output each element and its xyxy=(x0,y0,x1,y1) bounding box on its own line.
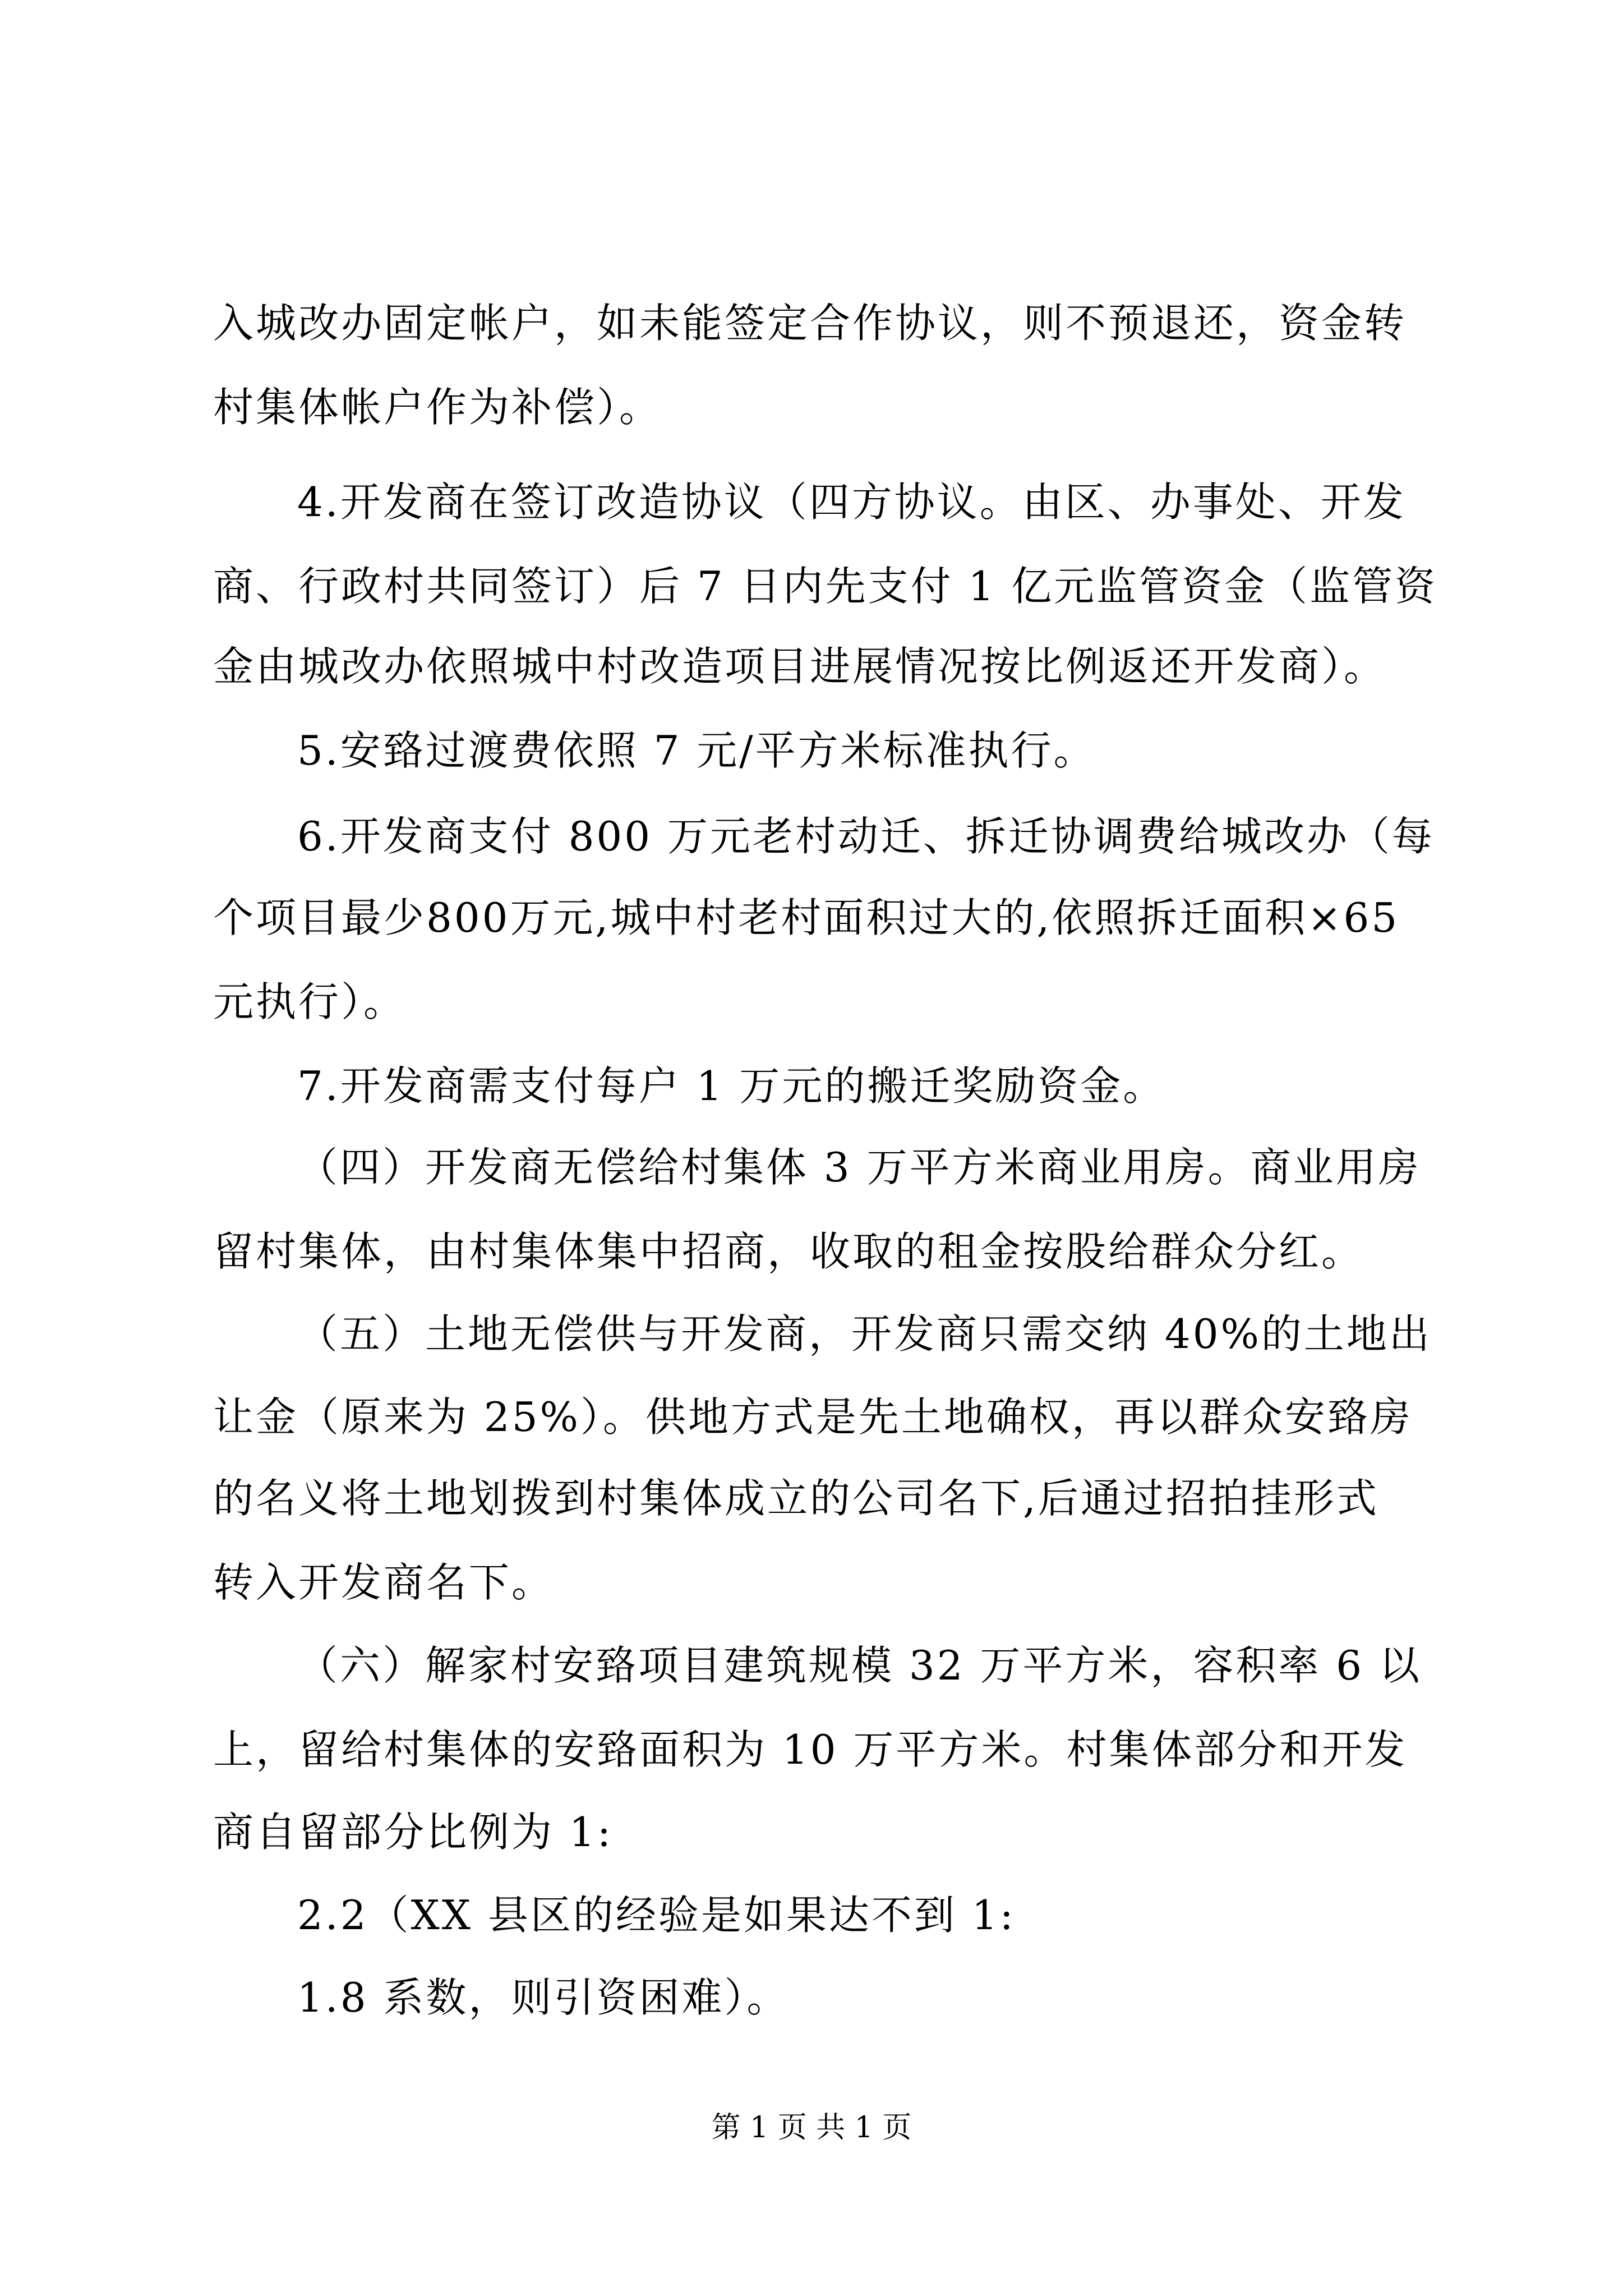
text-line: （六）解家村安臵项目建筑规模 32 万平方米，容积率 6 以 xyxy=(297,1642,1422,1689)
text-line: （五）土地无偿供与开发商，开发商只需交纳 40%的土地出 xyxy=(297,1310,1432,1358)
page-number: 第 1 页 共 1 页 xyxy=(711,2111,912,2145)
text-line: 金由城改办依照城中村改造项目进展情况按比例返还开发商）。 xyxy=(213,643,1387,690)
text-line: 7.开发商需支付每户 1 万元的搬迁奖励资金。 xyxy=(297,1062,1166,1110)
text-line: 入城改办固定帐户，如未能签定合作协议，则不预退还，资金转 xyxy=(213,300,1407,347)
text-line: 村集体帐户作为补偿）。 xyxy=(213,384,662,431)
text-line: 2.2（XX 县区的经验是如果达不到 1: xyxy=(297,1892,1016,1939)
text-line: 上，留给村集体的安臵面积为 10 万平方米。村集体部分和开发 xyxy=(213,1726,1408,1773)
text-line: 1.8 系数，则引资困难）。 xyxy=(297,1974,790,2021)
text-line: 让金（原来为 25%）。供地方式是先土地确权，再以群众安臵房 xyxy=(213,1393,1413,1441)
text-line: 个项目最少800万元,城中村老村面积过大的,依照拆迁面积×65 xyxy=(213,894,1400,941)
text-line: 元执行）。 xyxy=(213,978,407,1025)
text-line: 留村集体，由村集体集中招商，收取的租金按股给群众分红。 xyxy=(213,1228,1364,1275)
text-line: 6.开发商支付 800 万元老村动迁、拆迁协调费给城改办（每 xyxy=(297,813,1435,860)
text-line: 商、行政村共同签订）后 7 日内先支付 1 亿元监管资金（监管资 xyxy=(213,563,1438,610)
text-line: 商自留部分比例为 1: xyxy=(213,1809,613,1856)
text-line: 5.安臵过渡费依照 7 元/平方米标准执行。 xyxy=(297,727,1096,774)
text-line: 转入开发商名下。 xyxy=(213,1559,555,1606)
text-line: （四）开发商无偿给村集体 3 万平方米商业用房。商业用房 xyxy=(297,1144,1421,1191)
text-line: 的名义将土地划拨到村集体成立的公司名下,后通过招拍挂形式 xyxy=(213,1475,1379,1522)
text-line: 4.开发商在签订改造协议（四方协议。由区、办事处、开发 xyxy=(297,478,1406,526)
